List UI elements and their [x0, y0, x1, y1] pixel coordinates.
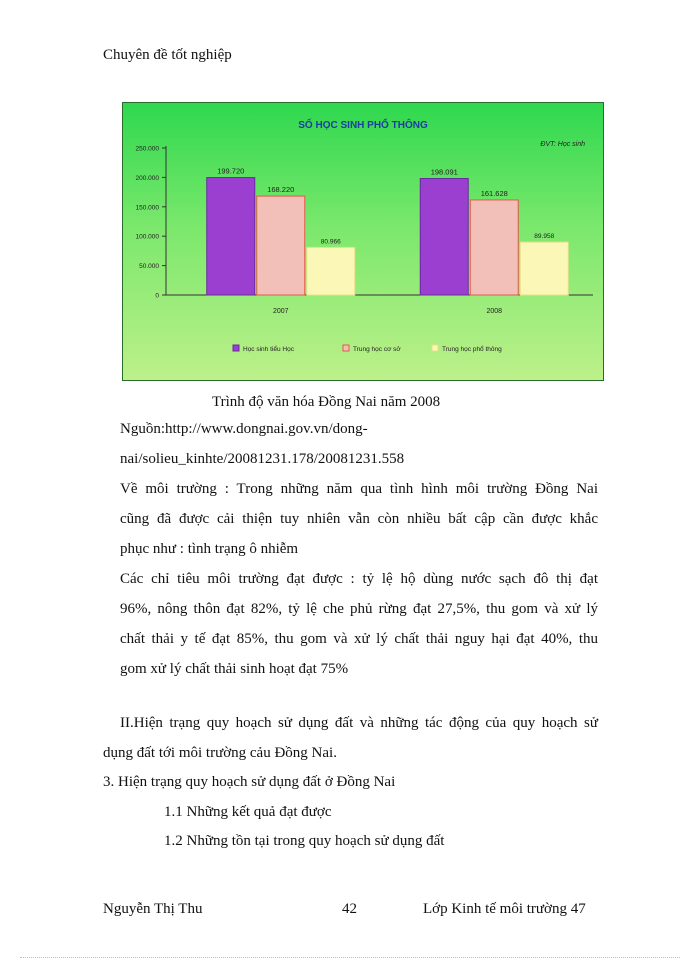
- footer-author: Nguyễn Thị Thu: [103, 901, 203, 917]
- bar-2007-2: [257, 196, 305, 295]
- footer-class: Lớp Kinh tế môi trường 47: [423, 901, 586, 917]
- environment-line-1: Về môi trường : Trong những năm qua tình hình môi trường Đồng Nai: [120, 481, 598, 497]
- bar-2008-2: [470, 200, 518, 295]
- bar-chart: [122, 102, 604, 381]
- environment-line-3: phục như : tình trạng ô nhiễm: [120, 541, 299, 557]
- subsection-1-2: 1.2 Những tồn tại trong quy hoạch sử dụng đất: [164, 833, 445, 849]
- legend-swatch-3: [432, 345, 438, 351]
- y-tick-label: 250.000: [135, 145, 159, 153]
- section-heading-line-2: dụng đất tới môi trường cảu Đồng Nai.: [103, 745, 337, 761]
- indicators-line-1: Các chỉ tiêu môi trường đạt được : tỷ lệ hộ dùng nước sạch đô thị đạt: [120, 571, 598, 587]
- bar-2008-1: [420, 179, 468, 295]
- bar-value-label: 161.628: [480, 188, 508, 198]
- x-tick-label: 2008: [486, 308, 503, 315]
- legend-label-3: Trung học phổ thông: [442, 346, 502, 353]
- chart-title: SỐ HỌC SINH PHỔ THÔNG: [298, 120, 428, 131]
- indicators-line-2: 96%, nông thôn đạt 82%, tỷ lệ che phủ rừng đạt 27,5%, thu gom và xử lý: [120, 601, 598, 617]
- subsection-1-1: 1.1 Những kết quả đạt được: [164, 804, 332, 820]
- legend-swatch-2: [343, 345, 349, 351]
- source-line-2: nai/solieu_kinhte/20081231.178/20081231.558: [120, 451, 405, 467]
- bar-value-label: 198.091: [430, 167, 458, 177]
- chart-unit-note: ĐVT: Học sinh: [540, 141, 585, 148]
- section-heading-line-1: II.Hiện trạng quy hoạch sử dụng đất và những tác động của quy hoạch sử: [120, 715, 598, 731]
- chart-svg: [123, 103, 603, 380]
- indicators-line-4: gom xử lý chất thải sinh hoạt đạt 75%: [120, 661, 349, 677]
- footer-page-number: 42: [342, 901, 357, 917]
- environment-line-2: cũng đã được cải thiện tuy nhiên vẫn còn nhiều bất cập cần được khắc: [120, 511, 598, 527]
- y-tick-label: 0: [155, 292, 159, 300]
- legend-label-1: Học sinh tiểu Học: [243, 346, 294, 353]
- y-tick-label: 200.000: [135, 174, 159, 182]
- x-tick-label: 2007: [272, 308, 289, 315]
- indicators-line-3: chất thải y tế đạt 85%, thu gom và xử lý chất thải nguy hại đạt 40%, thu: [120, 631, 598, 647]
- y-tick-label: 50.000: [139, 263, 159, 271]
- y-tick-label: 100.000: [135, 233, 159, 241]
- source-line-1: Nguồn:http://www.dongnai.gov.vn/dong-: [120, 421, 368, 437]
- y-tick-label: 150.000: [135, 204, 159, 212]
- bar-2007-3: [307, 247, 355, 295]
- bar-value-label: 199.720: [217, 166, 245, 176]
- bar-value-label: 168.220: [267, 185, 295, 195]
- page-header: Chuyên đề tốt nghiệp: [103, 47, 232, 63]
- section-item-3: 3. Hiện trạng quy hoạch sử dụng đất ở Đồng Nai: [103, 774, 396, 790]
- bar-value-label: 89.958: [534, 233, 555, 241]
- bar-2007-1: [207, 178, 255, 295]
- page-bottom-border: [20, 957, 680, 958]
- chart-caption: Trình độ văn hóa Đồng Nai năm 2008: [212, 394, 441, 410]
- bar-2008-3: [520, 242, 568, 295]
- legend-label-2: Trung học cơ sở: [353, 346, 401, 353]
- legend-swatch-1: [233, 345, 239, 351]
- bar-value-label: 80.966: [320, 238, 341, 246]
